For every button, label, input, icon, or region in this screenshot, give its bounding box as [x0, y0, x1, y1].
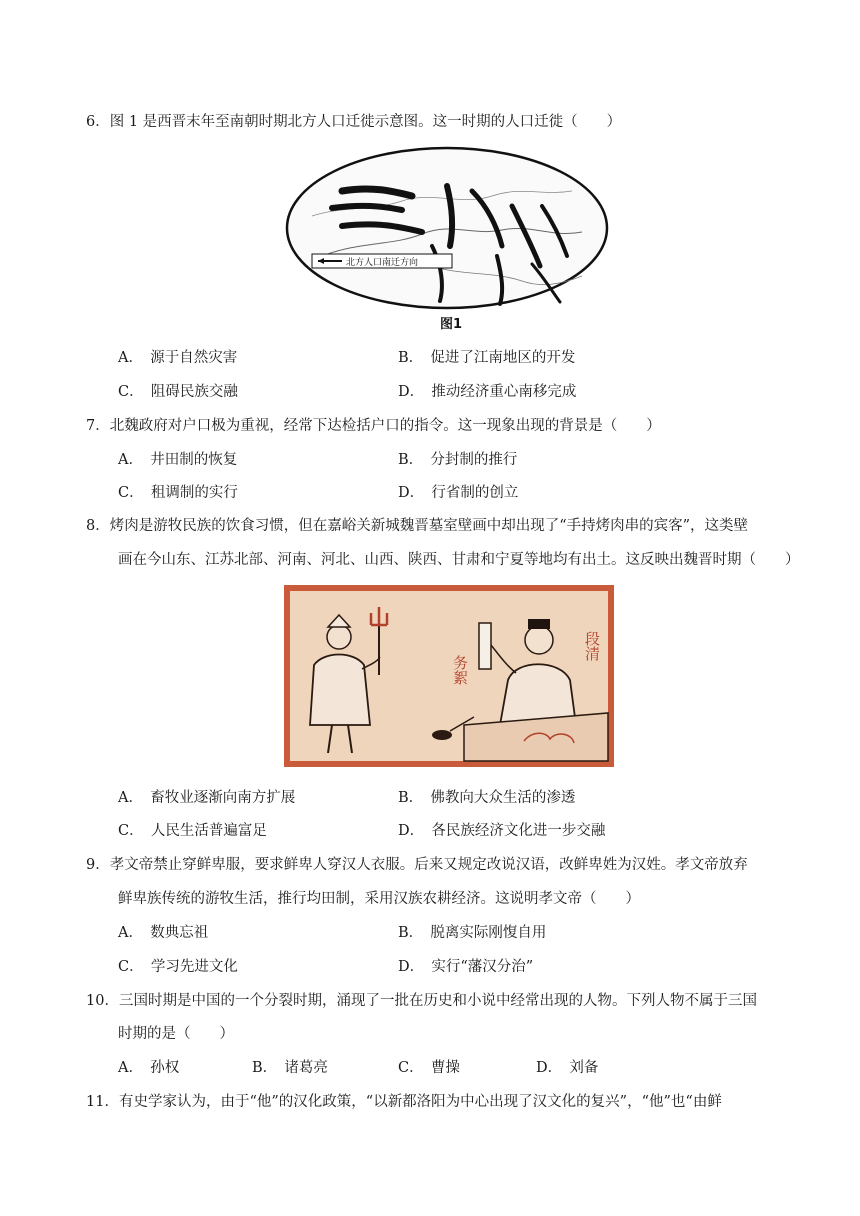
mural-painting-figure [284, 585, 614, 767]
q6-option-b[interactable]: B． 促进了江南地区的开发 [398, 350, 576, 366]
q7-option-b[interactable]: B． 分封制的推行 [398, 452, 518, 468]
q9-stem-line2: 鲜卑族传统的游牧生活，推行均田制，采用汉族农耕经济。这说明孝文帝（ ） [118, 891, 640, 907]
migration-map-figure [282, 146, 612, 332]
map-legend-text: 北方人口南迁方向 [346, 258, 419, 268]
mural-inscription-left: 务絮 [451, 655, 469, 685]
q9-option-a[interactable]: A． 数典忘祖 [118, 925, 209, 941]
q7-stem: 7．北魏政府对户口极为重视，经常下达检括户口的指令。这一现象出现的背景是（ ） [86, 418, 661, 434]
q8-stem-line1: 8．烤肉是游牧民族的饮食习惯，但在嘉峪关新城魏晋墓室壁画中却出现了“手持烤肉串的宾客”，这类壁 [86, 518, 749, 534]
q10-option-a[interactable]: A． 孙权 [118, 1060, 180, 1076]
q7-option-c[interactable]: C． 租调制的实行 [118, 485, 238, 501]
q6-option-a[interactable]: A． 源于自然灾害 [118, 350, 238, 366]
q7-option-d[interactable]: D． 行省制的创立 [398, 485, 519, 501]
q8-stem-line2: 画在今山东、江苏北部、河南、河北、山西、陕西、甘肃和宁夏等地均有出土。这反映出魏晋时期（ ） [118, 552, 800, 568]
map-caption: 图1 [440, 317, 463, 332]
mural-painting-image [284, 585, 614, 767]
q10-stem-line2: 时期的是（ ） [118, 1026, 234, 1042]
q9-option-c[interactable]: C． 学习先进文化 [118, 959, 238, 975]
q6-stem: 6．图 1 是西晋末年至南朝时期北方人口迁徙示意图。这一时期的人口迁徙（ ） [86, 114, 622, 130]
q9-option-b[interactable]: B． 脱离实际刚愎自用 [398, 925, 547, 941]
q8-option-b[interactable]: B． 佛教向大众生活的渗透 [398, 790, 576, 806]
q10-option-c[interactable]: C． 曹操 [398, 1060, 460, 1076]
migration-map-image [282, 146, 612, 332]
q8-option-a[interactable]: A． 畜牧业逐渐向南方扩展 [118, 790, 296, 806]
q11-stem-line1: 11．有史学家认为，由于“他”的汉化政策，“以新都洛阳为中心出现了汉文化的复兴”，“他”也“由鲜 [86, 1094, 722, 1110]
q6-option-d[interactable]: D． 推动经济重心南移完成 [398, 384, 577, 400]
q7-option-a[interactable]: A． 井田制的恢复 [118, 452, 238, 468]
q10-stem-line1: 10．三国时期是中国的一个分裂时期，涌现了一批在历史和小说中经常出现的人物。下列人物不属于三国 [86, 993, 757, 1009]
q6-option-c[interactable]: C． 阻碍民族交融 [118, 384, 238, 400]
q9-option-d[interactable]: D． 实行“藩汉分治” [398, 959, 534, 975]
q8-option-d[interactable]: D． 各民族经济文化进一步交融 [398, 823, 606, 839]
mural-inscription-right: 段清 [583, 631, 601, 661]
q10-option-d[interactable]: D． 刘备 [536, 1060, 599, 1076]
q9-stem-line1: 9．孝文帝禁止穿鲜卑服，要求鲜卑人穿汉人衣服。后来又规定改说汉语，改鲜卑姓为汉姓。孝文帝放弃 [86, 857, 748, 873]
q8-option-c[interactable]: C． 人民生活普遍富足 [118, 823, 267, 839]
q10-option-b[interactable]: B． 诸葛亮 [252, 1060, 328, 1076]
